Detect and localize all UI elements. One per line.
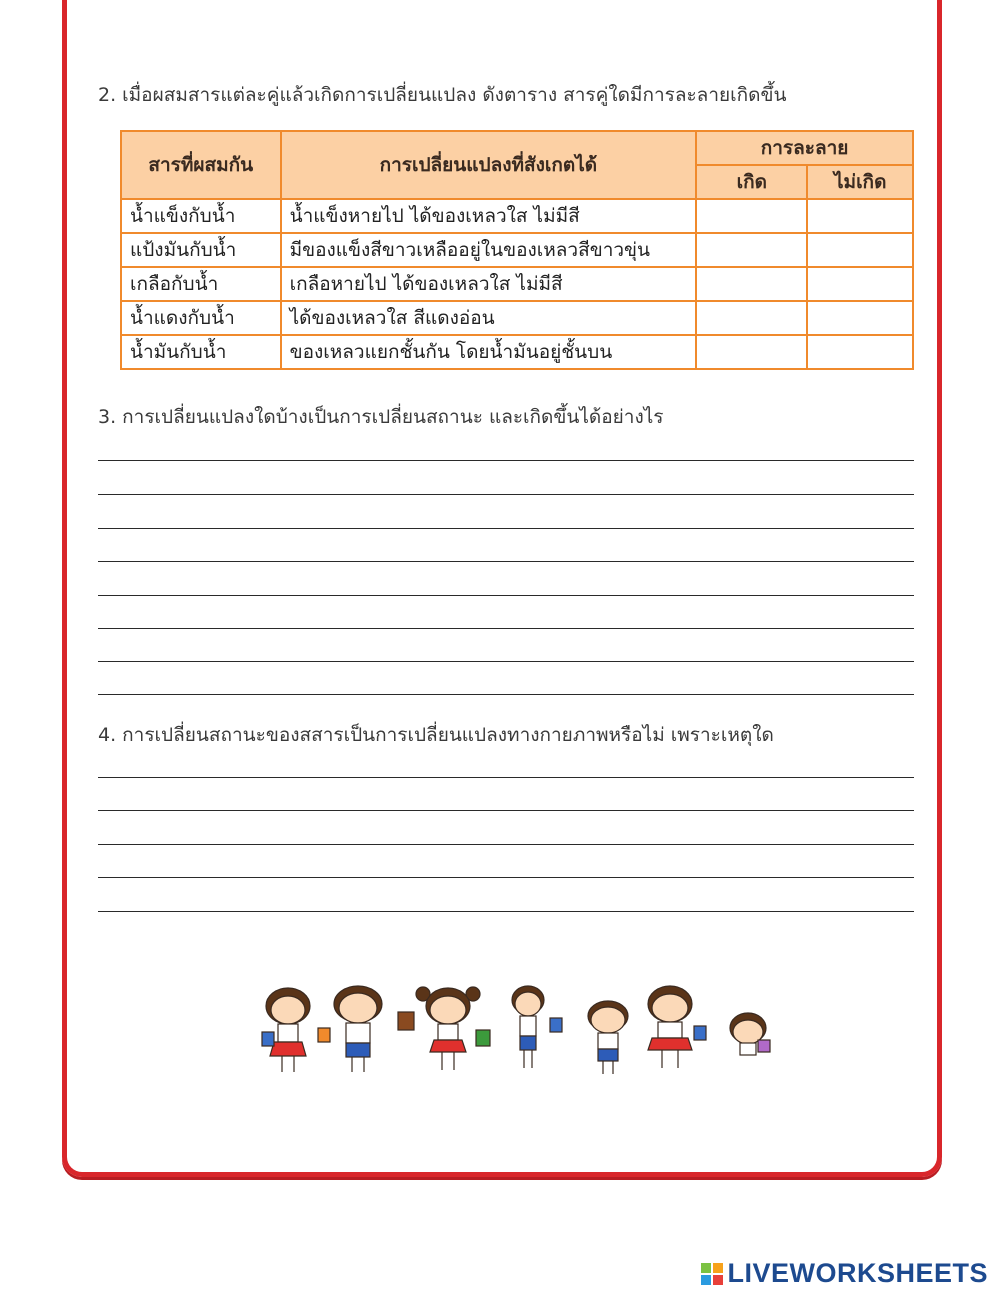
liveworksheets-icon — [701, 1263, 723, 1285]
liveworksheets-logo[interactable] — [701, 1258, 988, 1289]
row-change: ของเหลวแยกชั้นกัน โดยน้ำมันอยู่ชั้นบน — [281, 335, 697, 369]
brand-text: LIVEWORKSHEETS — [727, 1258, 988, 1288]
row-change: ได้ของเหลวใส สีแดงอ่อน — [281, 301, 697, 335]
header-not-occur: ไม่เกิด — [807, 165, 913, 199]
answer-cell-occurs[interactable] — [696, 335, 807, 369]
row-change: มีของแข็งสีขาวเหลืออยู่ในของเหลวสีขาวขุ่น — [281, 233, 697, 267]
row-pair: แป้งมันกับน้ำ — [121, 233, 281, 267]
header-changes: การเปลี่ยนแปลงที่สังเกตได้ — [281, 131, 697, 199]
answer-line-q4[interactable] — [98, 877, 914, 878]
header-dissolution: การละลาย — [696, 131, 913, 165]
children-illustration — [258, 980, 788, 1080]
answer-line-q4[interactable] — [98, 844, 914, 845]
answer-line-q3[interactable] — [98, 494, 914, 495]
header-occurs: เกิด — [696, 165, 807, 199]
answer-line-q3[interactable] — [98, 661, 914, 662]
row-pair: น้ำแดงกับน้ำ — [121, 301, 281, 335]
header-substances: สารที่ผสมกัน — [121, 131, 281, 199]
question-2: 2. เมื่อผสมสารแต่ละคู่แล้วเกิดการเปลี่ยนแปลง ดังตาราง สารคู่ใดมีการละลายเกิดขึ้น — [98, 84, 787, 106]
question-3: 3. การเปลี่ยนแปลงใดบ้างเป็นการเปลี่ยนสถานะ และเกิดขึ้นได้อย่างไร — [98, 406, 664, 428]
answer-line-q4[interactable] — [98, 911, 914, 912]
answer-line-q3[interactable] — [98, 694, 914, 695]
row-change: น้ำแข็งหายไป ได้ของเหลวใส ไม่มีสี — [281, 199, 697, 233]
table-row — [121, 267, 913, 301]
answer-line-q3[interactable] — [98, 595, 914, 596]
answer-line-q3[interactable] — [98, 561, 914, 562]
answer-cell-occurs[interactable] — [696, 199, 807, 233]
answer-line-q3[interactable] — [98, 528, 914, 529]
table-row — [121, 301, 913, 335]
answer-line-q4[interactable] — [98, 777, 914, 778]
answer-line-q4[interactable] — [98, 810, 914, 811]
table-row — [121, 335, 913, 369]
answer-cell-occurs[interactable] — [696, 267, 807, 301]
observation-table — [120, 130, 914, 370]
row-pair: น้ำมันกับน้ำ — [121, 335, 281, 369]
row-pair: น้ำแข็งกับน้ำ — [121, 199, 281, 233]
row-pair: เกลือกับน้ำ — [121, 267, 281, 301]
answer-cell-not-occur[interactable] — [807, 199, 913, 233]
answer-cell-not-occur[interactable] — [807, 233, 913, 267]
answer-line-q3[interactable] — [98, 628, 914, 629]
table-row — [121, 199, 913, 233]
answer-cell-not-occur[interactable] — [807, 301, 913, 335]
answer-line-q3[interactable] — [98, 460, 914, 461]
answer-cell-occurs[interactable] — [696, 233, 807, 267]
row-change: เกลือหายไป ได้ของเหลวใส ไม่มีสี — [281, 267, 697, 301]
table-row — [121, 233, 913, 267]
answer-cell-not-occur[interactable] — [807, 267, 913, 301]
question-4: 4. การเปลี่ยนสถานะของสสารเป็นการเปลี่ยนแปลงทางกายภาพหรือไม่ เพราะเหตุใด — [98, 724, 774, 746]
answer-cell-not-occur[interactable] — [807, 335, 913, 369]
answer-cell-occurs[interactable] — [696, 301, 807, 335]
